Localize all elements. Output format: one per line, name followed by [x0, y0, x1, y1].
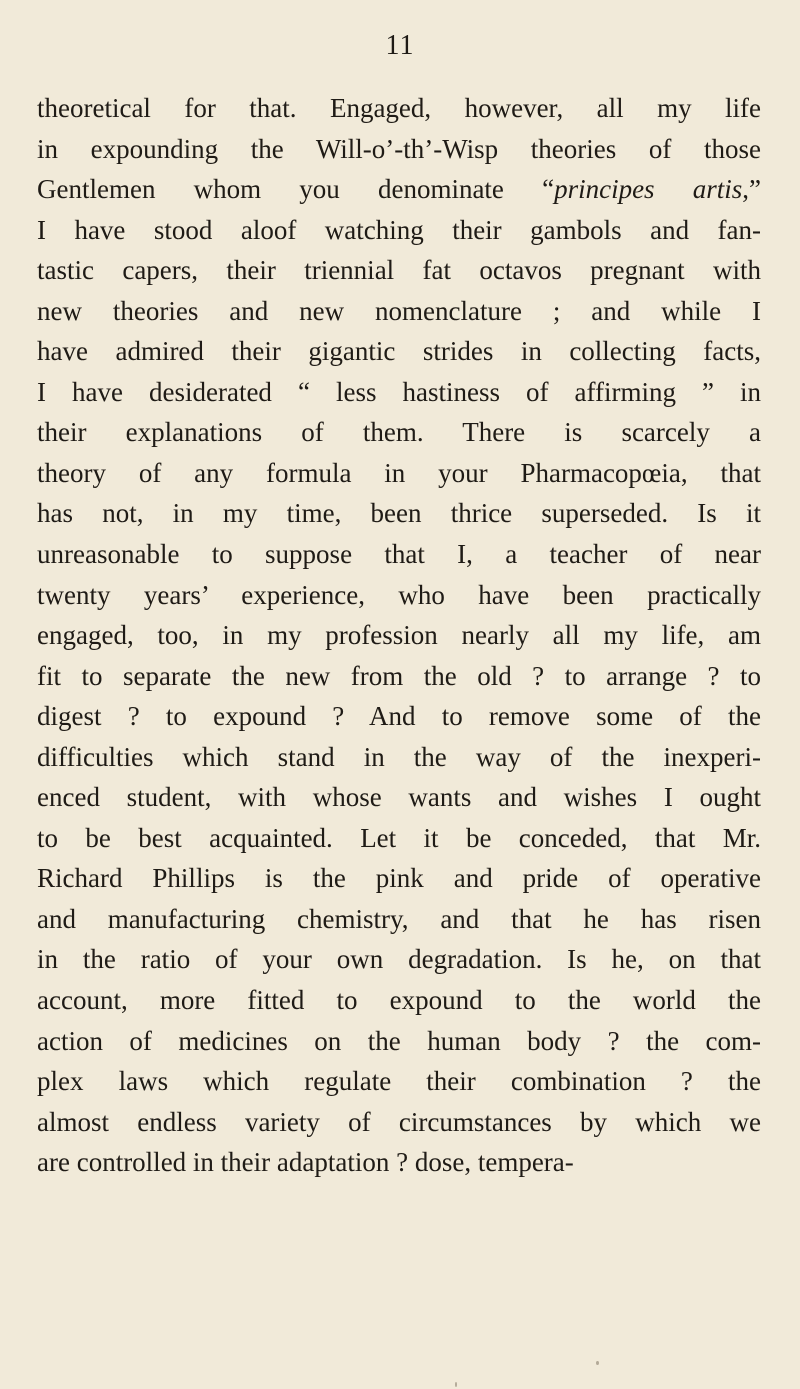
text-line: account, more fitted to expound to the world the	[37, 985, 761, 1016]
paper-speck	[455, 1382, 457, 1387]
text-line: in the ratio of your own degradation. Is he, on that	[37, 944, 761, 975]
text-line: Gentlemen whom you denominate “principes artis,”	[37, 174, 761, 205]
text-line: twenty years’ experience, who have been practically	[37, 579, 761, 610]
text-line: has not, in my time, been thrice superseded. Is it	[37, 498, 761, 529]
text-line: action of medicines on the human body ? the com-	[37, 1025, 761, 1056]
text-line: in expounding the Will-o’-th’-Wisp theories of those	[37, 133, 761, 164]
text-line: almost endless variety of circumstances by which we	[37, 1106, 761, 1137]
text-line: their explanations of them. There is scarcely a	[37, 417, 761, 448]
text-line: to be best acquainted. Let it be conceded, that Mr.	[37, 822, 761, 853]
italic-phrase: principes artis	[554, 174, 743, 205]
text-line: I have stood aloof watching their gambols and fan-	[37, 214, 761, 245]
text-line: and manufacturing chemistry, and that he has risen	[37, 903, 761, 934]
text-line: theoretical for that. Engaged, however, all my life	[37, 93, 761, 123]
text-line: have admired their gigantic strides in collecting facts,	[37, 336, 761, 367]
text-line: new theories and new nomenclature ; and while I	[37, 295, 761, 326]
text-line: Richard Phillips is the pink and pride of operative	[37, 863, 761, 894]
text-line: are controlled in their adaptation ? dose, tempera-	[37, 1147, 574, 1178]
text-line: enced student, with whose wants and wishes I ought	[37, 782, 761, 813]
paper-speck	[596, 1361, 599, 1365]
text-line: digest ? to expound ? And to remove some of the	[37, 701, 761, 732]
text-line: tastic capers, their triennial fat octavos pregnant with	[37, 255, 761, 286]
body-text	[37, 92, 761, 1187]
text-line: engaged, too, in my profession nearly all my life, am	[37, 620, 761, 651]
text-line: difficulties which stand in the way of the inexperi-	[37, 741, 761, 772]
text-line: fit to separate the new from the old ? to arrange ? to	[37, 660, 761, 691]
page-number: 11	[385, 30, 415, 61]
text-line: I have desiderated “ less hastiness of affirming ” in	[37, 376, 761, 407]
text-line: plex laws which regulate their combination ? the	[37, 1066, 761, 1097]
text-line: theory of any formula in your Pharmacopœia, that	[37, 457, 761, 488]
text-line: unreasonable to suppose that I, a teacher of near	[37, 539, 761, 570]
